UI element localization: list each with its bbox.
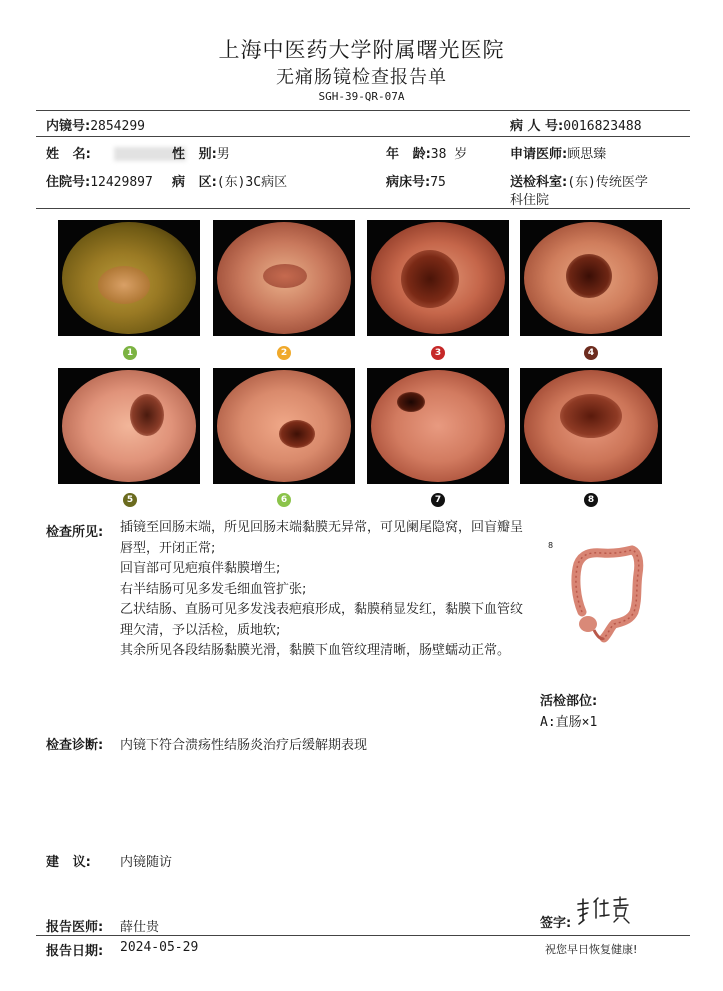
advice-value: 内镜随访: [120, 855, 173, 870]
divider: [36, 136, 690, 137]
advice-label: 建 议:: [46, 855, 91, 870]
biopsy-label: 活检部位:: [540, 694, 598, 709]
doctor-label: 申请医师:: [510, 147, 568, 162]
inpatient-no-field: [46, 171, 153, 190]
signature-label: 签字:: [540, 916, 572, 931]
age-label: 年 龄:: [386, 147, 431, 162]
endoscopy-no-label: 内镜号:: [46, 119, 91, 134]
findings-line: 右半结肠可见多发毛细血管扩张;: [120, 581, 307, 597]
findings-line: 插镜至回肠末端，所见回肠末端黏膜无异常，可见阑尾隐窝，回盲瓣呈唇型，开闭正常;: [120, 520, 524, 556]
sex-label: 性 别:: [172, 147, 217, 162]
image-number-badge: 4: [584, 346, 598, 360]
date-label: 报告日期:: [46, 944, 104, 959]
inpatient-no-value: 12429897: [90, 175, 153, 190]
inpatient-no-label: 住院号:: [46, 175, 91, 190]
reporter-value: 薛仕贵: [120, 920, 160, 935]
endoscopy-image-6: [213, 368, 355, 484]
patient-no-field: [510, 115, 642, 134]
sex-value: 男: [216, 147, 230, 162]
image-number-badge: 2: [277, 346, 291, 360]
endoscopy-image-1: [58, 220, 200, 336]
form-code: SGH-39-QR-07A: [318, 90, 405, 103]
endoscopy-image-4: [520, 220, 662, 336]
handwritten-signature: [574, 894, 634, 926]
closing-wish: 祝您早日恢复健康!: [545, 943, 638, 956]
image-number-badge: 7: [431, 493, 445, 507]
findings-line: 回盲部可见疤痕伴黏膜增生;: [120, 561, 281, 576]
biopsy-value: A:直肠×1: [540, 715, 598, 730]
diagram-marker: 8: [548, 541, 554, 550]
doctor-field: [510, 143, 606, 162]
dept-label: 送检科室:: [510, 175, 568, 190]
name-label: 姓 名:: [46, 147, 91, 162]
divider: [36, 935, 690, 936]
patient-no-label: 病 人 号:: [510, 119, 564, 134]
bed-field: [386, 171, 446, 190]
endoscopy-no-value: 2854299: [90, 119, 145, 134]
age-field: [386, 143, 467, 162]
image-number-badge: 5: [123, 493, 137, 507]
colon-diagram: [568, 538, 646, 644]
bed-label: 病床号:: [386, 175, 431, 190]
dept-value-line1: (东)传统医学: [567, 175, 648, 190]
hospital-name: 上海中医药大学附属曙光医院: [218, 38, 505, 62]
endoscopy-image-5: [58, 368, 200, 484]
ward-value: (东)3C病区: [216, 175, 288, 190]
age-value: 38 岁: [430, 147, 468, 162]
endoscopy-image-8: [520, 368, 662, 484]
name-field: [46, 143, 186, 162]
image-number-badge: 1: [123, 346, 137, 360]
endoscopy-image-7: [367, 368, 509, 484]
findings-label: 检查所见:: [46, 525, 104, 540]
findings-line: 乙状结肠、直肠可见多发浅表疤痕形成，黏膜稍显发红，黏膜下血管纹理欠清，予以活检，质地软;: [120, 602, 524, 638]
divider: [36, 208, 690, 209]
reporter-label: 报告医师:: [46, 920, 104, 935]
doctor-value: 顾思臻: [567, 147, 607, 162]
diagnosis-label: 检查诊断:: [46, 738, 104, 753]
patient-no-value: 0016823488: [563, 119, 642, 134]
divider: [36, 110, 690, 111]
findings-line: 其余所见各段结肠黏膜光滑，黏膜下血管纹理清晰，肠壁蠕动正常。: [120, 643, 511, 658]
image-number-badge: 8: [584, 493, 598, 507]
dept-field: [510, 171, 648, 190]
image-number-badge: 6: [277, 493, 291, 507]
report-title: 无痛肠镜检查报告单: [276, 67, 447, 88]
image-number-badge: 3: [431, 346, 445, 360]
endoscopy-image-2: [213, 220, 355, 336]
endoscopy-no-field: [46, 115, 145, 134]
diagnosis-value: 内镜下符合溃疡性结肠炎治疗后缓解期表现: [120, 738, 368, 753]
dept-value-line2: 科住院: [510, 193, 550, 208]
date-value: 2024-05-29: [120, 940, 199, 955]
findings-text: [120, 518, 528, 662]
ward-field: [172, 171, 287, 190]
ward-label: 病 区:: [172, 175, 217, 190]
endoscopy-image-3: [367, 220, 509, 336]
bed-value: 75: [430, 175, 446, 190]
sex-field: [172, 143, 230, 162]
